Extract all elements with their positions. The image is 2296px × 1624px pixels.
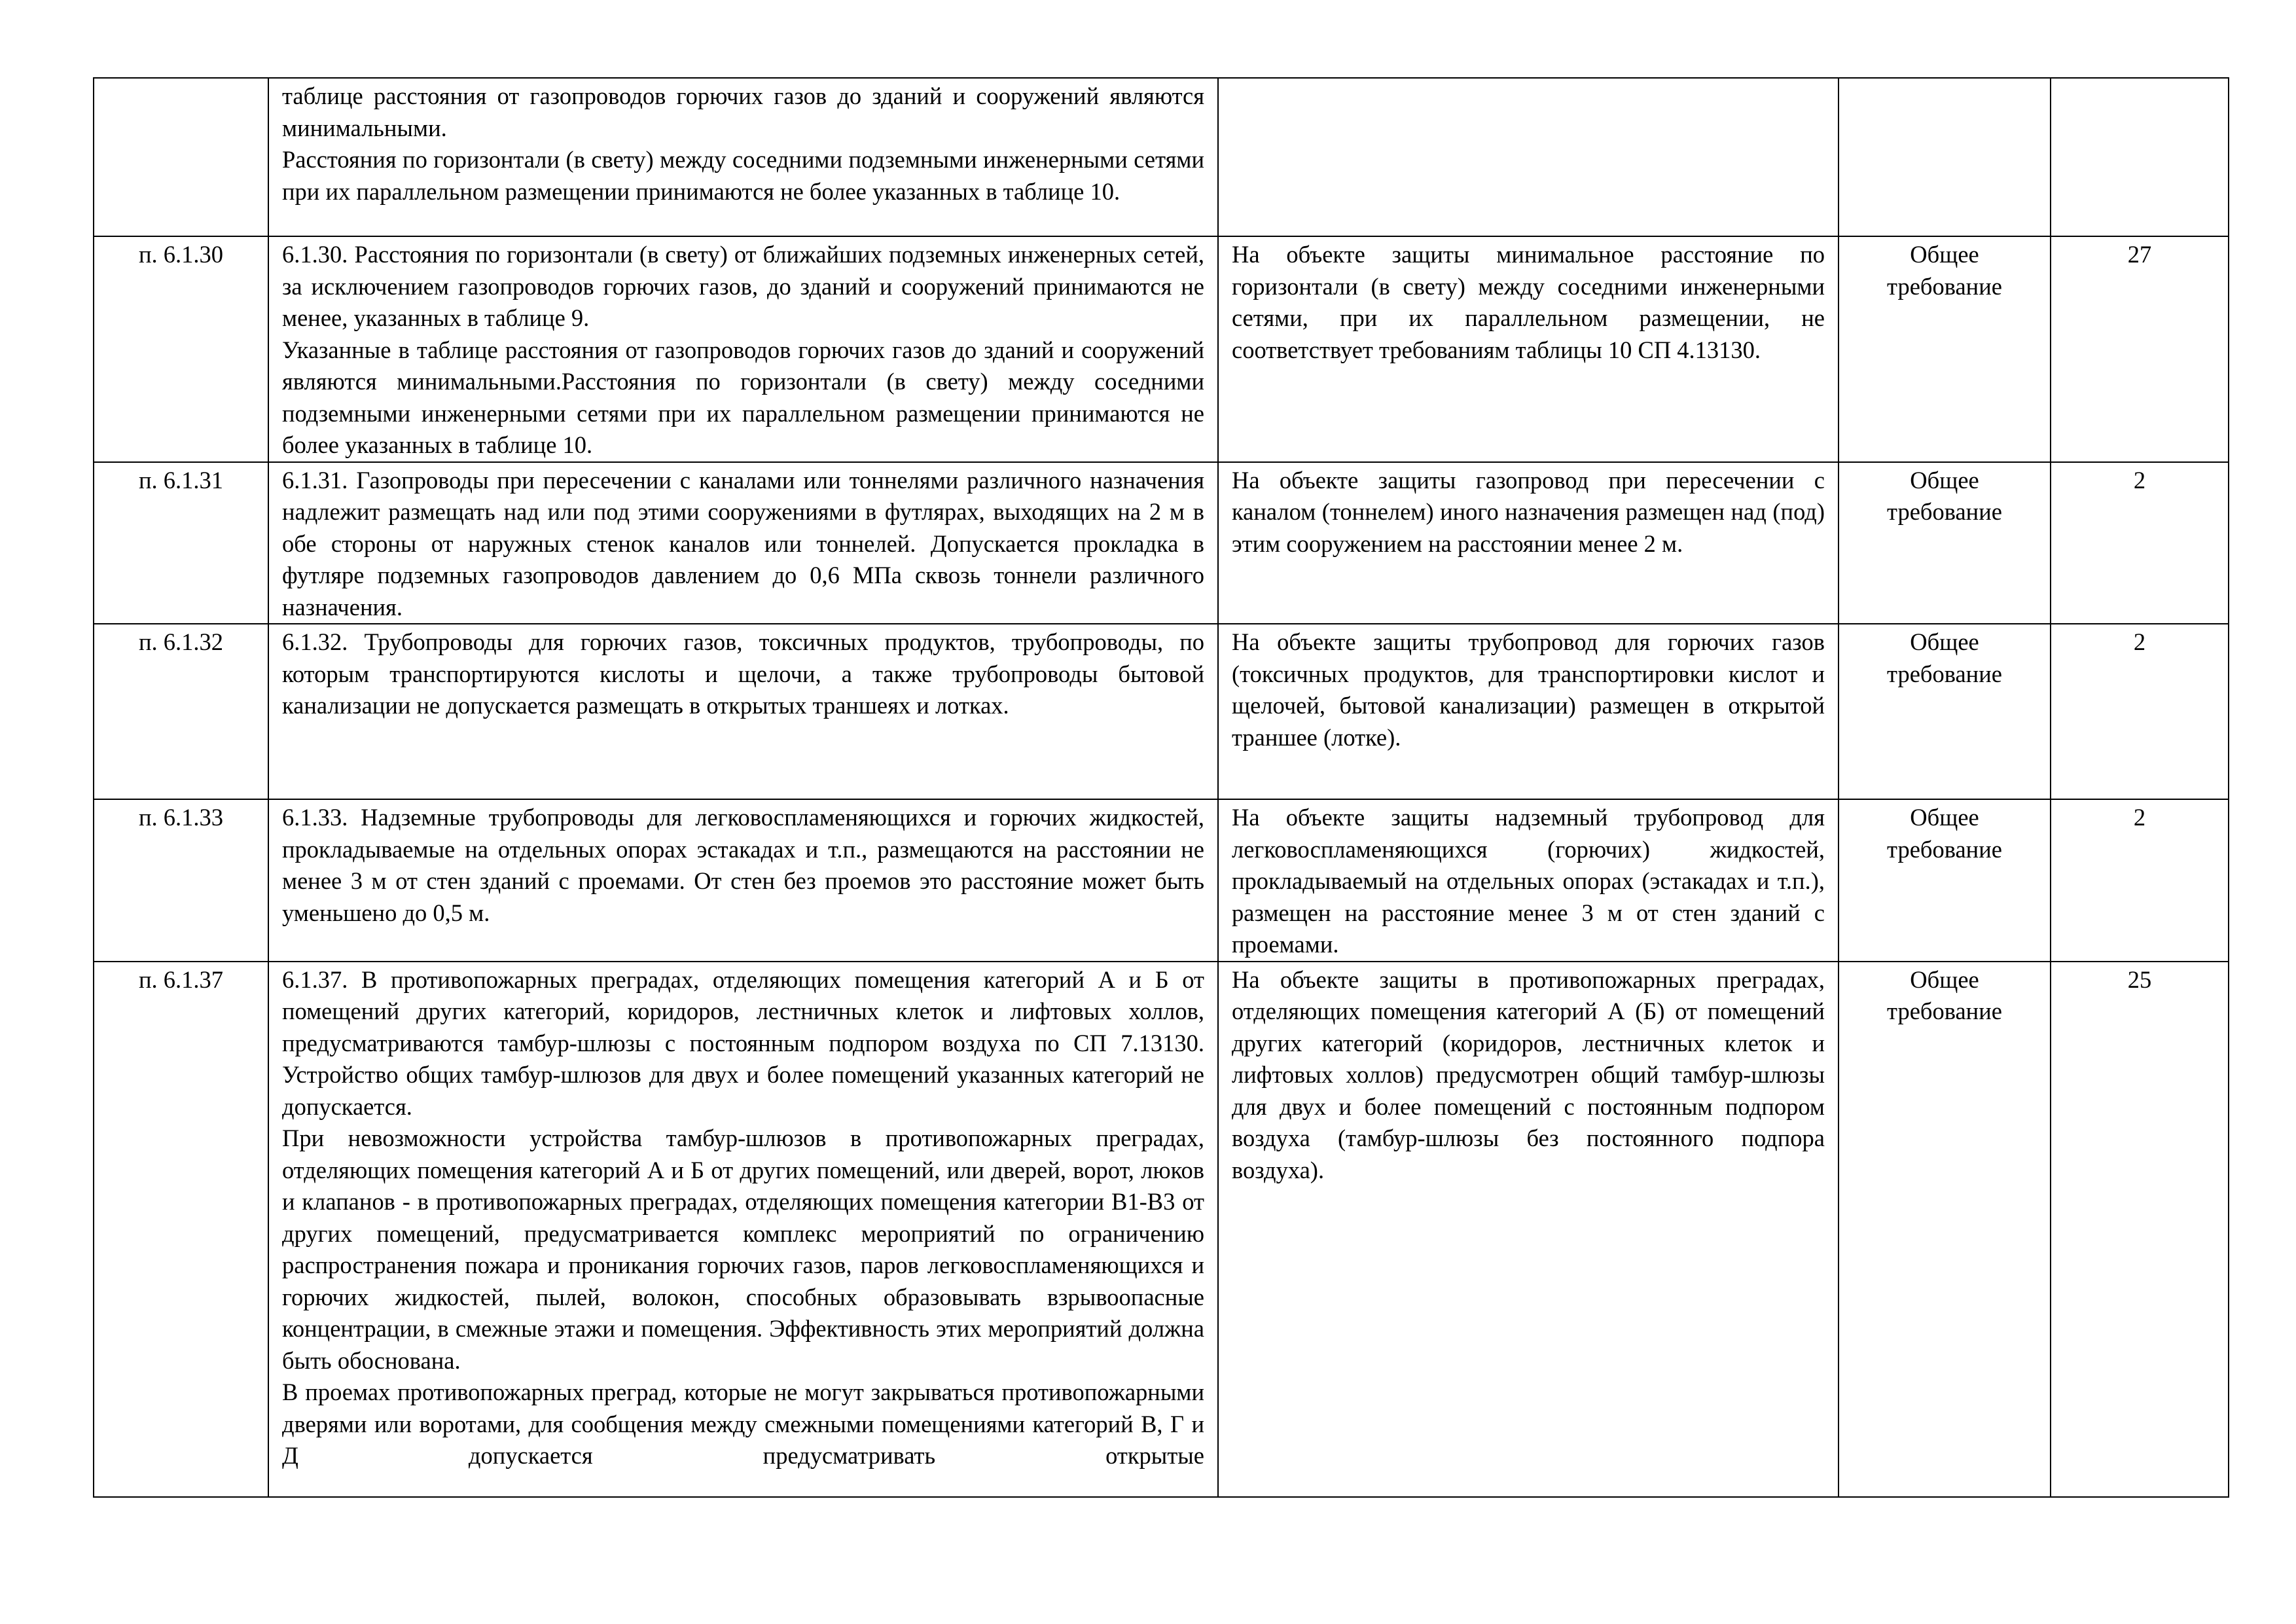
requirement-text-cell xyxy=(268,78,1218,236)
requirement-paragraph: Расстояния по горизонтали (в свету) между соседними подземными инженерными сетями при их параллельном размещении принимаются не более указанных в таблице 10. xyxy=(282,146,1204,205)
clause-ref-cell: п. 6.1.37 xyxy=(94,962,268,1497)
requirement-text-cell xyxy=(268,236,1218,462)
requirement-paragraph: 6.1.31. Газопроводы при пересечении с каналами или тоннелями различного назначения надлежит размещать над или под этими сооружениями в футлярах, выходящих на 2 м в обе стороны от наружных стенок каналов или тоннелей. Допускается прокладка в футляре подземных газопроводов давлением до 0,6 МПа сквозь тоннели различного назначения. xyxy=(282,466,1204,621)
clause-ref-cell: п. 6.1.33 xyxy=(94,799,268,962)
requirement-text-cell xyxy=(268,799,1218,962)
clause-ref-cell: п. 6.1.30 xyxy=(94,236,268,462)
requirement-text-cell xyxy=(268,624,1218,799)
table-row xyxy=(94,799,2229,962)
requirement-text-cell xyxy=(268,462,1218,624)
requirement-paragraph: 6.1.30. Расстояния по горизонтали (в свету) от ближайших подземных инженерных сетей, за исключением газопроводов горючих газов, до зданий и сооружений принимаются не менее, указанных в таблице 9. xyxy=(282,241,1204,331)
violation-description-cell: На объекте защиты газопровод при пересечении с каналом (тоннелем) иного назначения размещен над (под) этим сооружением на расстоянии менее 2 м. xyxy=(1218,462,1839,624)
clause-ref-cell: п. 6.1.32 xyxy=(94,624,268,799)
violation-description-cell: На объекте защиты надземный трубопровод для легковоспламеняющихся (горючих) жидкостей, прокладываемый на отдельных опорах (эстакадах и т.п.), размещен на расстояние менее 3 м от стен зданий с проемами. xyxy=(1218,799,1839,962)
violation-description-cell: На объекте защиты минимальное расстояние по горизонтали (в свету) между соседними инженерными сетями, при их параллельном размещении, не соответствует требованиям таблицы 10 СП 4.13130. xyxy=(1218,236,1839,462)
violation-description-cell xyxy=(1218,78,1839,236)
violation-count-cell: 2 xyxy=(2051,624,2229,799)
violation-description-cell: На объекте защиты трубопровод для горючих газов (токсичных продуктов, для транспортировки кислот и щелочей, бытовой канализации) размещен в открытой траншее (лотке). xyxy=(1218,624,1839,799)
requirement-type-cell: Общее требование xyxy=(1839,962,2051,1497)
clause-ref-cell: п. 6.1.31 xyxy=(94,462,268,624)
table-row xyxy=(94,78,2229,236)
requirement-text-cell xyxy=(268,962,1218,1497)
table-row xyxy=(94,624,2229,799)
requirement-paragraph: 6.1.32. Трубопроводы для горючих газов, токсичных продуктов, трубопроводы, по которым транспортируются кислоты и щелочи, а также трубопроводы бытовой канализации не допускается размещать в открытых траншеях и лотках. xyxy=(282,628,1204,719)
violation-count-cell xyxy=(2051,78,2229,236)
violation-count-cell: 25 xyxy=(2051,962,2229,1497)
violation-description-cell: На объекте защиты в противопожарных преградах, отделяющих помещения категорий А (Б) от помещений других категорий (коридоров, лестничных клеток и лифтовых холлов) предусмотрен общий тамбур-шлюзы для двух и более помещений с постоянным подпором воздуха (тамбур-шлюзы без постоянного подпора воздуха). xyxy=(1218,962,1839,1497)
table-row xyxy=(94,462,2229,624)
requirement-type-cell: Общее требование xyxy=(1839,236,2051,462)
requirement-paragraph: 6.1.37. В противопожарных преградах, отделяющих помещения категорий А и Б от помещений других категорий, коридоров, лестничных клеток и лифтовых холлов, предусматриваются тамбур-шлюзы с постоянным подпором воздуха по СП 7.13130. Устройство общих тамбур-шлюзов для двух и более помещений указанных категорий не допускается. xyxy=(282,965,1204,1120)
violation-count-cell: 2 xyxy=(2051,799,2229,962)
requirement-type-cell xyxy=(1839,78,2051,236)
requirements-table xyxy=(93,77,2229,1498)
clause-ref-cell xyxy=(94,78,268,236)
violation-count-cell: 27 xyxy=(2051,236,2229,462)
table-row xyxy=(94,236,2229,462)
requirement-paragraph: Указанные в таблице расстояния от газопроводов горючих газов до зданий и сооружений являются минимальными.Расстояния по горизонтали (в свету) между соседними подземными инженерными сетями при их параллельном размещении принимаются не более указанных в таблице 10. xyxy=(282,336,1204,458)
table-row xyxy=(94,962,2229,1497)
requirement-type-cell: Общее требование xyxy=(1839,624,2051,799)
requirement-type-cell: Общее требование xyxy=(1839,799,2051,962)
violation-count-cell: 2 xyxy=(2051,462,2229,624)
requirement-type-cell: Общее требование xyxy=(1839,462,2051,624)
requirement-paragraph: таблице расстояния от газопроводов горючих газов до зданий и сооружений являются минимальными. xyxy=(282,82,1204,141)
requirement-paragraph: В проемах противопожарных преград, которые не могут закрываться противопожарными дверями или воротами, для сообщения между смежными помещениями категорий В, Г и Д допускается предусматривать открытые xyxy=(282,1379,1204,1469)
requirement-paragraph: 6.1.33. Надземные трубопроводы для легковоспламеняющихся и горючих жидкостей, прокладываемые на отдельных опорах эстакадах и т.п., размещаются на расстоянии не менее 3 м от стен зданий с проемами. От стен без проемов это расстояние может быть уменьшено до 0,5 м. xyxy=(282,804,1204,926)
requirement-paragraph: При невозможности устройства тамбур-шлюзов в противопожарных преградах, отделяющих помещения категорий А и Б от других помещений, или дверей, ворот, люков и клапанов - в противопожарных преградах, отделяющих помещения категории В1-В3 от других помещений, предусматривается комплекс мероприятий по ограничению распространения пожара и проникания горючих газов, паров легковоспламеняющихся и горючих жидкостей, пылей, волокон, способных образовывать взрывоопасные концентрации, в смежные этажи и помещения. Эффективность этих мероприятий должна быть обоснована. xyxy=(282,1125,1204,1374)
